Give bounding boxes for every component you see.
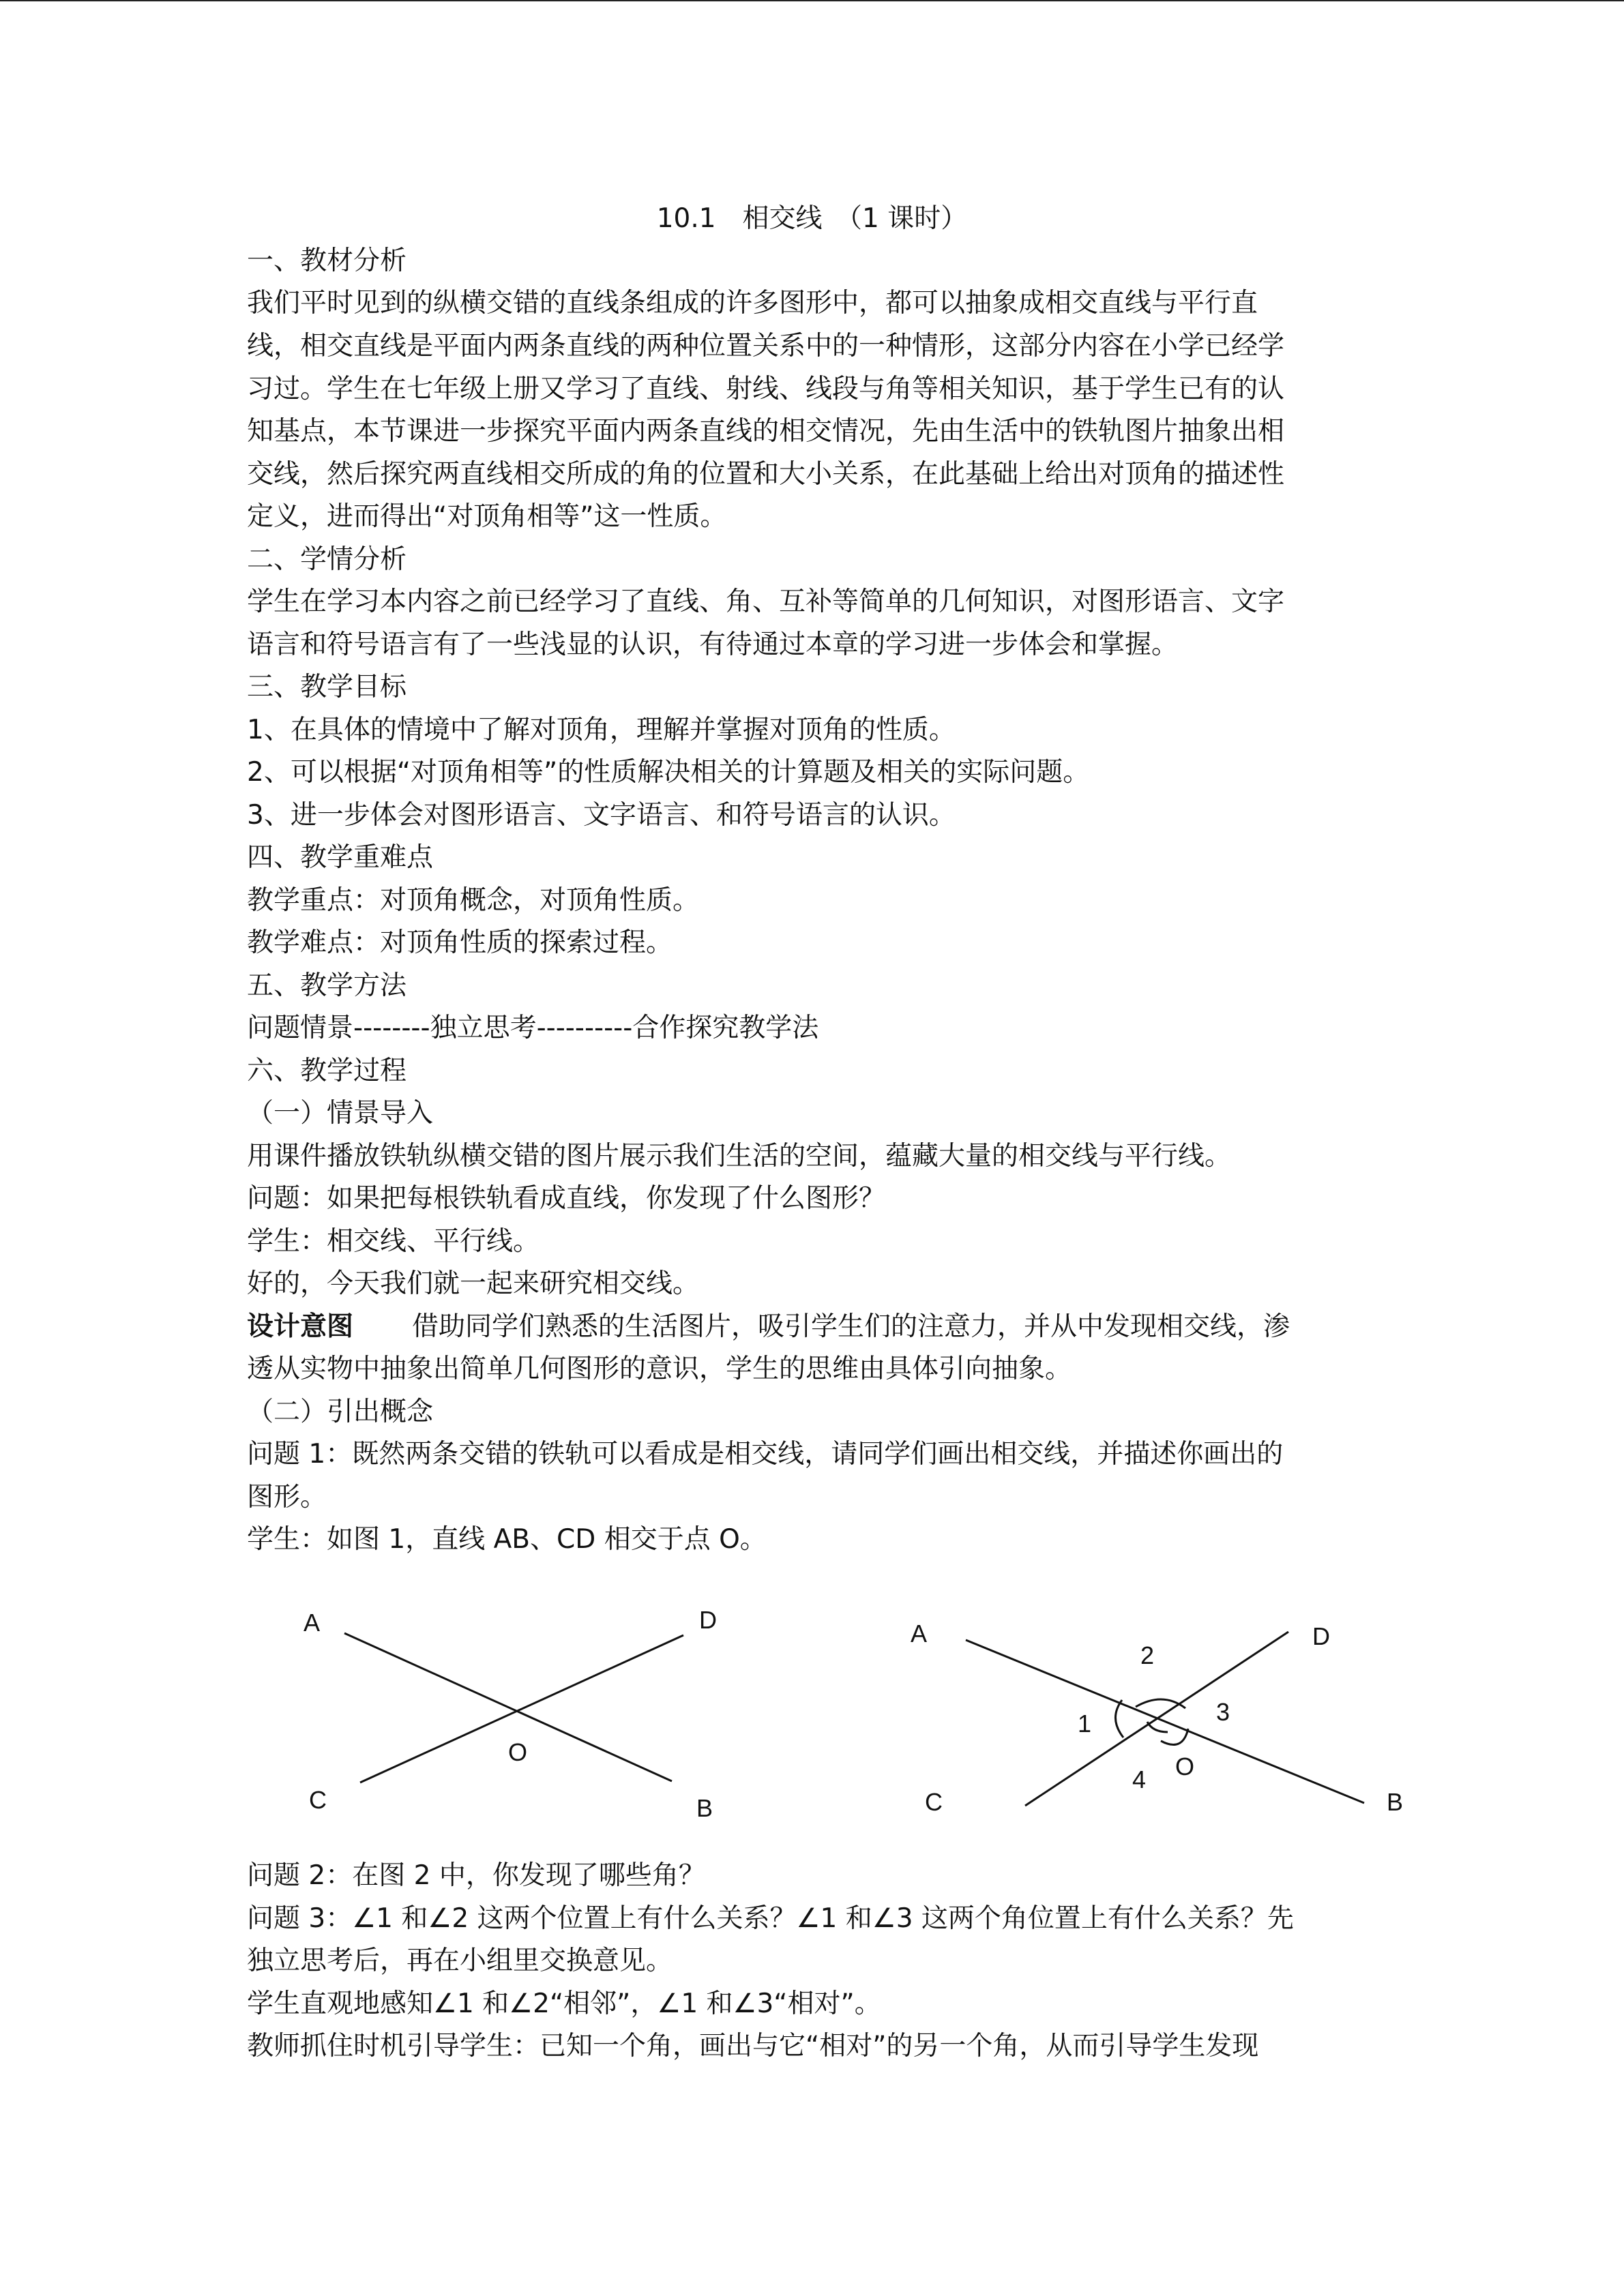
- subsection-heading: （二）引出概念: [247, 1397, 434, 1427]
- paragraph-line: 教师抓住时机引导学生：已知一个角，画出与它“相对”的另一个角，从而引导学生发现: [247, 2031, 1259, 2061]
- paragraph-line: 定义，进而得出“对顶角相等”这一性质。: [247, 501, 727, 532]
- paragraph-line: 问题：如果把每根铁轨看成直线，你发现了什么图形？: [247, 1183, 886, 1214]
- subsection-heading: （一）情景导入: [247, 1098, 434, 1129]
- section-heading: 二、学情分析: [247, 544, 407, 575]
- label-c-fig2: C: [925, 1788, 943, 1816]
- section-heading: 四、教学重难点: [247, 842, 434, 873]
- angle-2-arc: [1136, 1699, 1185, 1708]
- angle-3-label: 3: [1216, 1698, 1230, 1726]
- paragraph-line: 习过。学生在七年级上册又学习了直线、射线、线段与角等相关知识，基于学生已有的认: [247, 374, 1285, 404]
- figure-1: [304, 1606, 717, 1822]
- paragraph-line: 问题 2：在图 2 中，你发现了哪些角？: [247, 1860, 705, 1891]
- figure-2: [911, 1620, 1403, 1816]
- line-ab-fig2: [966, 1640, 1364, 1803]
- design-intent-label: 设计意图: [247, 1311, 354, 1342]
- section-heading: 五、教学方法: [247, 970, 407, 1001]
- angle-4-label: 4: [1132, 1765, 1147, 1793]
- label-c-fig1: C: [309, 1786, 327, 1814]
- page-title: 10.1 相交线 （1 课时）: [656, 203, 968, 234]
- paragraph-line: 好的，今天我们就一起来研究相交线。: [247, 1268, 700, 1299]
- paragraph-line: 知基点，本节课进一步探究平面内两条直线的相交情况，先由生活中的铁轨图片抽象出相: [247, 416, 1285, 447]
- label-o-fig1: O: [508, 1738, 528, 1766]
- paragraph-line: 语言和符号语言有了一些浅显的认识，有待通过本章的学习进一步体会和掌握。: [247, 629, 1179, 660]
- angle-1-label: 1: [1078, 1710, 1092, 1738]
- paragraph-line: 学生：相交线、平行线。: [247, 1226, 540, 1257]
- paragraph-line: 图形。: [247, 1482, 327, 1512]
- section-heading: 六、教学过程: [247, 1056, 407, 1086]
- paragraph-line: 学生：如图 1，直线 AB、CD 相交于点 O。: [247, 1524, 767, 1555]
- list-item: 1、在具体的情境中了解对顶角，理解并掌握对顶角的性质。: [247, 715, 956, 745]
- section-heading: 一、教材分析: [247, 245, 407, 276]
- paragraph-line: 教学重点：对顶角概念，对顶角性质。: [247, 885, 700, 916]
- design-intent-text: 借助同学们熟悉的生活图片，吸引学生们的注意力，并从中发现相交线，渗: [412, 1311, 1290, 1342]
- paragraph-line: 独立思考后，再在小组里交换意见。: [247, 1945, 673, 1976]
- angle-1-arc: [1115, 1700, 1123, 1738]
- label-d-fig2: D: [1312, 1622, 1330, 1650]
- label-a-fig2: A: [911, 1620, 928, 1648]
- label-b-fig1: B: [696, 1794, 713, 1822]
- label-d-fig1: D: [699, 1606, 717, 1634]
- paragraph-line: 透从实物中抽象出简单几何图形的意识，学生的思维由具体引向抽象。: [247, 1354, 1072, 1384]
- paragraph-line: 问题 1：既然两条交错的铁轨可以看成是相交线，请同学们画出相交线，并描述你画出的: [247, 1439, 1284, 1470]
- paragraph-line: 学生直观地感知∠1 和∠2“相邻”，∠1 和∠3“相对”。: [247, 1988, 881, 2019]
- list-item: 2、可以根据“对顶角相等”的性质解决相关的计算题及相关的实际问题。: [247, 757, 1090, 788]
- line-cd-fig2: [1025, 1632, 1288, 1806]
- paragraph-line: 交线，然后探究两直线相交所成的角的位置和大小关系，在此基础上给出对顶角的描述性: [247, 459, 1285, 490]
- paragraph-line: 学生在学习本内容之前已经学习了直线、角、互补等简单的几何知识，对图形语言、文字: [247, 586, 1285, 617]
- paragraph-line: 问题情景--------独立思考----------合作探究教学法: [247, 1013, 819, 1043]
- section-heading: 三、教学目标: [247, 672, 407, 702]
- paragraph-line: 线，相交直线是平面内两条直线的两种位置关系中的一种情形，这部分内容在小学已经学: [247, 331, 1285, 361]
- label-o-fig2: O: [1175, 1753, 1195, 1780]
- paragraph-line: 用课件播放铁轨纵横交错的图片展示我们生活的空间，蕴藏大量的相交线与平行线。: [247, 1141, 1232, 1172]
- label-a-fig1: A: [304, 1609, 321, 1637]
- label-b-fig2: B: [1387, 1788, 1404, 1816]
- list-item: 3、进一步体会对图形语言、文字语言、和符号语言的认识。: [247, 800, 956, 831]
- angle-2-label: 2: [1140, 1641, 1155, 1669]
- paragraph-line: 教学难点：对顶角性质的探索过程。: [247, 927, 673, 958]
- paragraph-line: 我们平时见到的纵横交错的直线条组成的许多图形中，都可以抽象成相交直线与平行直: [247, 288, 1258, 318]
- paragraph-line: 问题 3：∠1 和∠2 这两个位置上有什么关系？∠1 和∠3 这两个角位置上有什么关系？先: [247, 1903, 1294, 1934]
